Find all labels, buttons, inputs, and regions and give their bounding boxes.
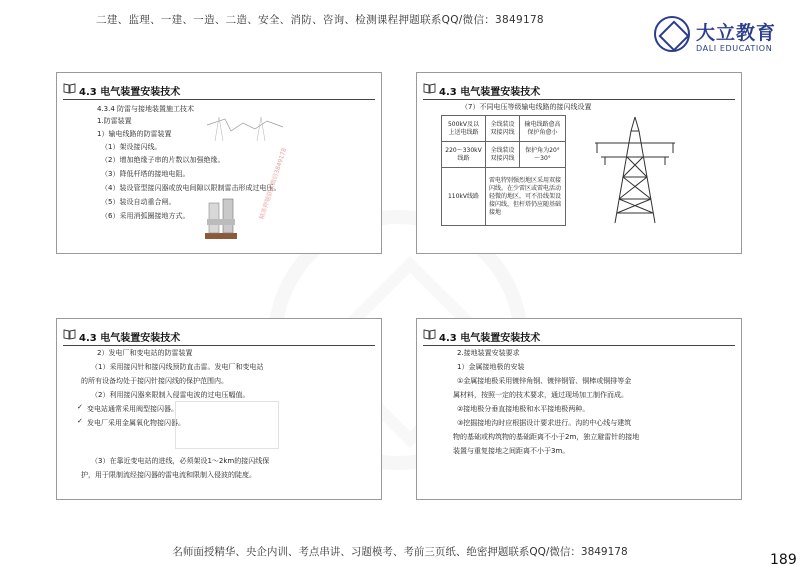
table-row [442,116,566,142]
logo-chinese-name: 大立教育 [696,22,777,44]
slide-4 [416,318,742,500]
text-line: （4）装设管型接闪器或放电间隙以限制雷击形成过电压。 [101,184,281,192]
footer-promo-text: 名师面授精华、央企内训、考点串讲、习题模考、考前三页纸、绝密押题联系QQ/微信：3849178 [172,546,628,558]
text-line: 变电站通常采用阀型接闪器。 [87,405,178,413]
slide-title: 4.3 电气装置安装技术 [79,87,181,98]
text-line: 1）金属接地极的安装 [457,363,525,371]
table-cell: 220～330kV线路 [442,142,486,168]
text-line: ③挖掘接地沟时应根据设计要求进行。沟的中心线与建筑 [457,419,632,427]
text-line: ②接地极分垂直接地极和水平接地极两种。 [457,405,590,413]
table-cell: 110kV线路 [442,168,486,226]
table-cell: 全线装设双接闪线 [486,116,520,142]
check-icon: ✓ [77,403,83,411]
book-icon [63,329,76,340]
slide-2 [416,72,742,254]
power-line-sketch [205,115,285,143]
text-line: ①金属接地极采用镀锌角钢、镀锌钢管、铜棒或铜排等金 [457,377,632,385]
title-divider [423,99,735,100]
text-line: （2）利用接闪器来限制入侵雷电波的过电压幅值。 [91,391,250,399]
transmission-tower-image [587,113,683,225]
check-icon: ✓ [77,417,83,425]
section-heading: 4.3.4 防雷与接地装置施工技术 [97,105,195,113]
slide-subtitle: （7）不同电压等级输电线路的接闪线设置 [461,103,592,111]
text-line: 2）发电厂和变电站的防雷装置 [97,349,193,357]
table-row [442,142,566,168]
text-line: 物的基础或构筑物的基础距离不小于2m，独立避雷针的接地 [453,433,640,441]
text-line: （3）在靠近变电站的进线，必须架设1～2km的接闪线保 [91,457,270,465]
slide-1 [56,72,382,254]
text-line: 装置与重复接地之间距离不小于3m。 [453,447,570,455]
text-line: 的所有设备均处于接闪针接闪线的保护范围内。 [81,377,228,385]
text-line: 护，用于限制流经接闪器的雷电流和限制入侵波的陡度。 [81,471,256,479]
slide-title: 4.3 电气装置安装技术 [439,87,541,98]
logo-seal-icon [654,16,690,52]
text-line: 1）输电线路的防雷装置 [97,130,172,138]
table-row [442,168,566,226]
voltage-shield-wire-table [441,115,566,226]
slide-title: 4.3 电气装置安装技术 [79,333,181,344]
slide-title: 4.3 电气装置安装技术 [439,333,541,344]
text-line: 发电厂采用金属氧化物接闪器。 [87,419,185,427]
text-line: （5）装设自动重合闸。 [101,198,176,206]
page-number: 189 [770,552,797,566]
lightning-arrester-image [203,195,239,241]
faded-diagram [175,401,279,449]
title-divider [423,345,735,346]
brand-logo [654,14,794,62]
table-cell: 保护角为20°～30° [520,142,566,168]
book-icon [63,83,76,94]
table-cell: 输电线路愈高保护角愈小 [520,116,566,142]
red-stamp-watermark: 精准押题联系微信3849178 [258,147,289,221]
table-cell: 500kV及以上送电线路 [442,116,486,142]
table-cell: 全线装设双接闪线 [486,142,520,168]
text-line: 1.防雷装置 [97,117,132,125]
text-line: （1）架设接闪线。 [101,143,162,151]
book-icon [423,83,436,94]
header-promo-text: 二建、监理、一建、一造、二造、安全、消防、咨询、检测课程押题联系QQ/微信：3849178 [96,14,544,26]
book-icon [423,329,436,340]
text-line: 属材料，按照一定的技术要求，通过现场加工制作而成。 [453,391,628,399]
text-line: （1）采用接闪针和接闪线预防直击雷。发电厂和变电站 [91,363,264,371]
text-line: （6）采用消弧圈接地方式。 [101,212,190,220]
title-divider [63,345,375,346]
text-line: （2）增加绝缘子串的片数以加强绝缘。 [101,156,225,164]
slide-3 [56,318,382,500]
section-heading: 2.接地装置安装要求 [457,349,520,357]
logo-english-name: DALI EDUCATION [696,44,773,53]
title-divider [63,99,375,100]
table-cell: 雷电特别强烈地区采用双接闪线。在少雷区或雷电活动轻微的地区，可不沿线架设接闪线，但杆塔仍应随基础接地 [486,168,566,226]
text-line: （3）降低杆塔的接地电阻。 [101,170,190,178]
